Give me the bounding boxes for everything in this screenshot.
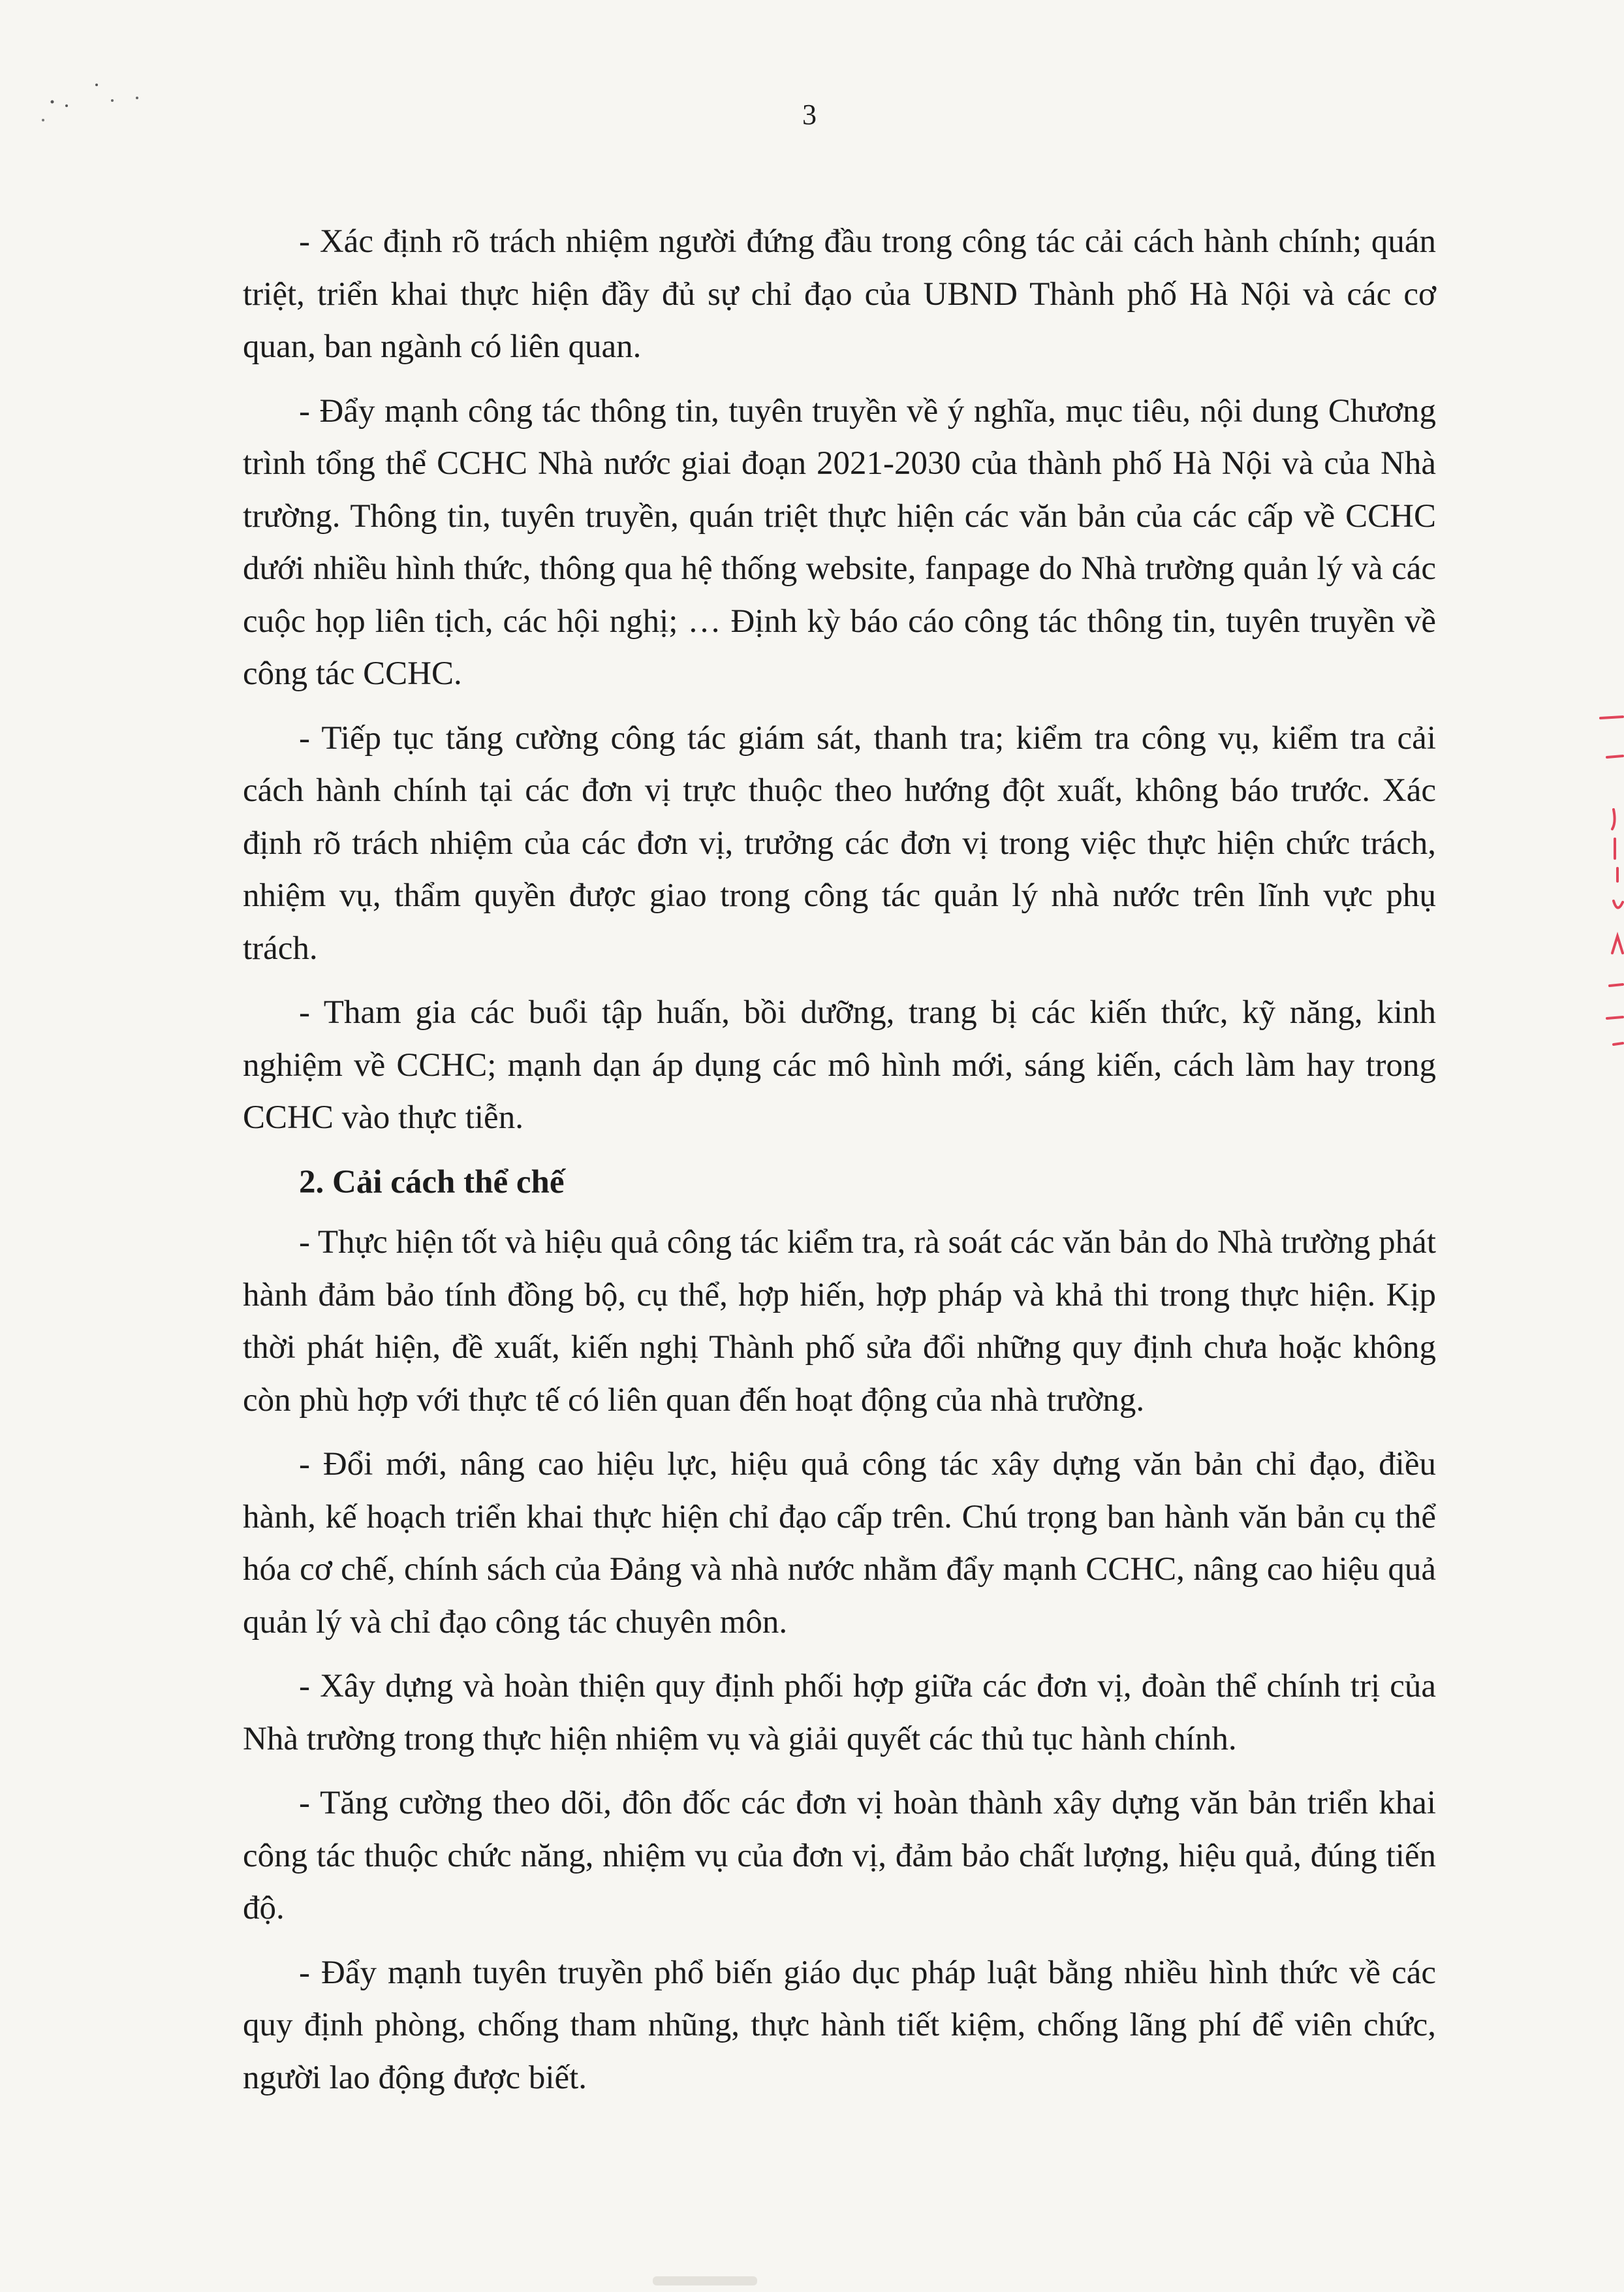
paragraph-document-innovation: - Đổi mới, nâng cao hiệu lực, hiệu quả công tác xây dựng văn bản chỉ đạo, điều hành, kế hoạch triển khai thực hiện chỉ đạo cấp trên. Chú trọng ban hành văn bản cụ thể hóa cơ chế, chính sách của Đảng và nhà nước nhằm đẩy mạnh CCHC, nâng cao hiệu quả quản lý và chỉ đạo công tác chuyên môn. <box>243 1446 1436 1641</box>
paragraph-training: - Tham gia các buổi tập huấn, bồi dưỡng, trang bị các kiến thức, kỹ năng, kinh nghiệm về CCHC; mạnh dạn áp dụng các mô hình mới, sáng kiến, cách làm hay trong CCHC vào thực tiễn. <box>243 994 1436 1136</box>
red-stamp-edge <box>1587 712 1624 1051</box>
paragraph-coordination: - Xây dựng và hoàn thiện quy định phối hợp giữa các đơn vị, đoàn thể chính trị của Nhà trường trong thực hiện nhiệm vụ và giải quyết các thủ tục hành chính. <box>243 1668 1436 1757</box>
paragraph-communication: - Đẩy mạnh công tác thông tin, tuyên truyền về ý nghĩa, mục tiêu, nội dung Chương trình tổng thể CCHC Nhà nước giai đoạn 2021-2030 của thành phố Hà Nội và của Nhà trường. Thông tin, tuyên truyền, quán triệt thực hiện các văn bản của các cấp về CCHC dưới nhiều hình thức, thông qua hệ thống website, fanpage do Nhà trường quản lý và các cuộc họp liên tịch, các hội nghị; … Định kỳ báo cáo công tác thông tin, tuyên truyền về công tác CCHC. <box>243 392 1436 692</box>
paragraph-monitoring: - Tăng cường theo dõi, đôn đốc các đơn vị hoàn thành xây dựng văn bản triển khai công tác thuộc chức năng, nhiệm vụ của đơn vị, đảm bảo chất lượng, hiệu quả, đúng tiến độ. <box>243 1785 1436 1926</box>
paragraph-responsibility: - Xác định rõ trách nhiệm người đứng đầu trong công tác cải cách hành chính; quán triệt, triển khai thực hiện đầy đủ sự chỉ đạo của UBND Thành phố Hà Nội và các cơ quan, ban ngành có liên quan. <box>243 223 1436 365</box>
section-heading-institutional-reform: 2. Cải cách thể chế <box>299 1163 565 1201</box>
paragraph-legal-education: - Đẩy mạnh tuyên truyền phổ biến giáo dục pháp luật bằng nhiều hình thức về các quy định phòng, chống tham nhũng, thực hành tiết kiệm, chống lãng phí để viên chức, người lao động được biết. <box>243 1954 1436 2096</box>
paragraph-inspection: - Tiếp tục tăng cường công tác giám sát, thanh tra; kiểm tra công vụ, kiểm tra cải cách hành chính tại các đơn vị trực thuộc theo hướng đột xuất, không báo trước. Xác định rõ trách nhiệm của các đơn vị, trưởng các đơn vị trong việc thực hiện chức trách, nhiệm vụ, thẩm quyền được giao trong công tác quản lý nhà nước trên lĩnh vực phụ trách. <box>243 719 1436 967</box>
document-body <box>243 215 1436 2116</box>
paragraph-document-review: - Thực hiện tốt và hiệu quả công tác kiểm tra, rà soát các văn bản do Nhà trường phát hành đảm bảo tính đồng bộ, cụ thể, hợp hiến, hợp pháp và khả thi trong thực hiện. Kịp thời phát hiện, đề xuất, kiến nghị Thành phố sửa đổi những quy định chưa hoặc không còn phù hợp với thực tế có liên quan đến hoạt động của nhà trường. <box>243 1224 1436 1419</box>
page-number: 3 <box>802 99 817 131</box>
scan-smudge <box>653 2276 757 2285</box>
scan-speckles <box>39 78 157 131</box>
